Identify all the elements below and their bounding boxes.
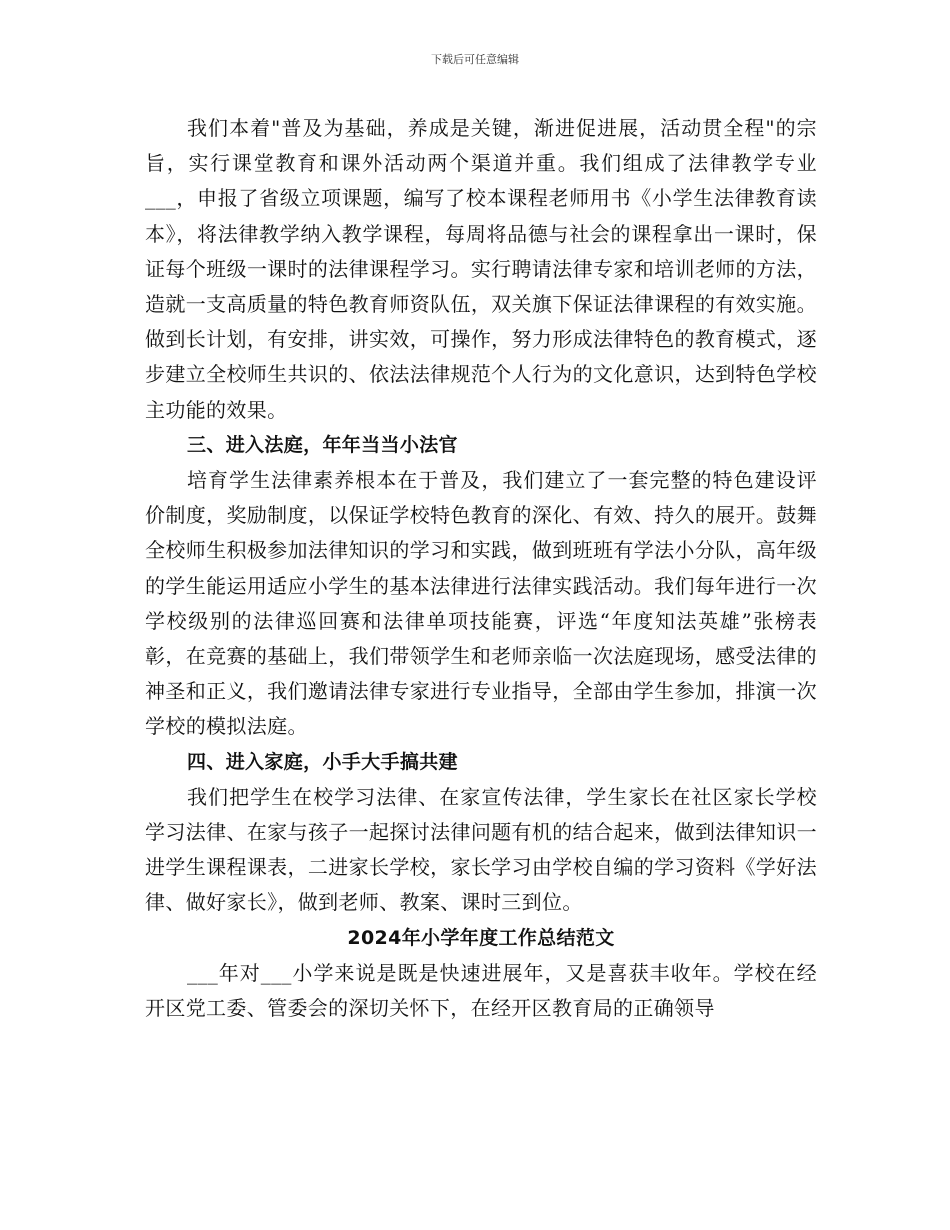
- document-title: 2024年小学年度工作总结范文: [347, 926, 615, 949]
- body-paragraph-4: ___年对___小学来说是既是快速进展年，又是喜获丰收年。学校在经开区党工委、管委会的深切关怀下，在经开区教育局的正确领导: [145, 960, 817, 1021]
- body-paragraph-1: 我们本着"普及为基础，养成是关键，渐进促进展，活动贯全程"的宗旨，实行课堂教育和课外活动两个渠道并重。我们组成了法律教学专业___，申报了省级立项课题，编写了校本课程老师用书《小学生法律教育读本》，将法律教学纳入教学课程，每周将品德与社会的课程拿出一课时，保证每个班级一课时的法律课程学习。实行聘请法律专家和培训老师的方法，造就一支高质量的特色教育师资队伍，双关旗下保证法律课程的有效实施。做到长计划，有安排，讲实效，可操作，努力形成法律特色的教育模式，逐步建立全校师生共识的、依法法律规范个人行为的文化意识，达到特色学校主功能的效果。: [145, 116, 817, 422]
- page-header: 下载后可任意编辑: [431, 53, 519, 66]
- body-paragraph-3: 我们把学生在校学习法律、在家宣传法律，学生家长在社区家长学校学习法律、在家与孩子一起探讨法律问题有机的结合起来，做到法律知识一进学生课程课表，二进家长学校，家长学习由学校自编的学习资料《学好法律、做好家长》，做到老师、教案、课时三到位。: [145, 784, 817, 915]
- section-heading-3: 三、进入法庭，年年当当小法官: [187, 433, 458, 456]
- body-paragraph-2: 培育学生法律素养根本在于普及，我们建立了一套完整的特色建设评价制度，奖励制度，以保证学校特色教育的深化、有效、持久的展开。鼓舞全校师生积极参加法律知识的学习和实践，做到班班有学法小分队，高年级的学生能运用适应小学生的基本法律进行法律实践活动。我们每年进行一次学校级别的法律巡回赛和法律单项技能赛，评选“年度知法英雄”张榜表彰，在竞赛的基础上，我们带领学生和老师亲临一次法庭现场，感受法律的神圣和正义，我们邀请法律专家进行专业指导，全部由学生参加，排演一次学校的模拟法庭。: [145, 468, 817, 739]
- document-body: [145, 111, 817, 1026]
- section-heading-4: 四、进入家庭，小手大手搞共建: [187, 750, 458, 773]
